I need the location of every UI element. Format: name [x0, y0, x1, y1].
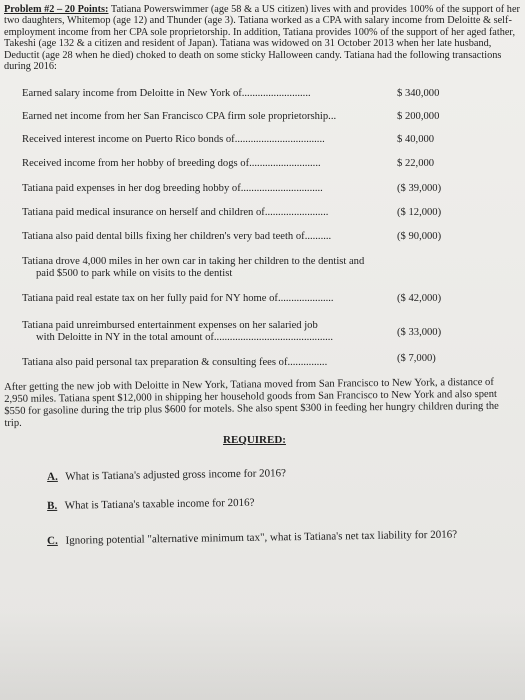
- transaction-label: Tatiana also paid dental bills fixing her children's very bad teeth of..........: [22, 231, 332, 242]
- transaction-amount: ($ 33,000): [397, 327, 442, 338]
- transaction-label: Tatiana also paid personal tax preparation & consulting fees of...............: [22, 357, 328, 368]
- transaction-label: with Deloitte in NY in the total amount of.............................................: [36, 332, 334, 343]
- transaction-label: Received income from her hobby of breeding dogs of...........................: [22, 158, 321, 169]
- transaction-row: [22, 134, 452, 146]
- question-text: What is Tatiana's taxable income for 2016?: [64, 496, 255, 512]
- transaction-row: [22, 183, 452, 195]
- transaction-amount: ($ 7,000): [397, 353, 436, 364]
- transaction-row: [22, 353, 452, 369]
- transaction-amount: $ 200,000: [397, 111, 440, 122]
- question-letter: B.: [47, 499, 58, 512]
- transaction-label: Tatiana paid real estate tax on her fully paid for NY home of.....................: [22, 293, 334, 304]
- transaction-row: [22, 88, 452, 100]
- problem-title: Problem #2 – 20 Points:: [4, 4, 109, 15]
- transaction-row: [22, 327, 452, 344]
- question-item: [47, 467, 286, 483]
- question-item: [47, 529, 457, 547]
- transaction-row: [22, 111, 452, 123]
- moving-paragraph: After getting the new job with Deloitte in New York, Tatiana moved from San Francisco to New York, a distance of 2,950 miles. Tatiana spent $12,000 in shipping her household goods from San Francisco to New York and also spent $550 for gasoline during the trip plus $600 for motels. She also spent $300 in feeding her hungry children during the trip.: [4, 376, 499, 429]
- transaction-row: [22, 158, 452, 170]
- question-item: [47, 497, 255, 512]
- transaction-amount: $ 22,000: [397, 158, 435, 169]
- question-letter: C.: [47, 534, 58, 547]
- question-letter: A.: [47, 470, 58, 483]
- transaction-row: [22, 207, 452, 219]
- transaction-amount: $ 340,000: [397, 88, 440, 99]
- problem-description: Tatiana Powerswimmer (age 58 & a US citizen) lives with and provides 100% of the support of her two daughters, Whitemop (age 12) and Thunder (age 3). Tatiana worked as a CPA with salary income from Deloitte & self-employment income from her CPA sole proprietorship. In addition, Tatiana provides 100% of the support of her aged father, Takeshi (age 132 & a citizen and resident of Japan). Tatiana was widowed on 31 October 2013 when her late husband, Deductit (age 28 when he died) choked to death on some sticky Halloween candy. Tatiana had the following transactions during 2016:: [4, 4, 520, 73]
- transaction-amount: ($ 12,000): [397, 207, 442, 218]
- transaction-amount: ($ 90,000): [397, 231, 442, 242]
- transaction-amount: ($ 39,000): [397, 183, 442, 194]
- paper-shadow: [0, 610, 525, 700]
- transaction-label: Received interest income on Puerto Rico bonds of..................................: [22, 134, 325, 145]
- transaction-row: [22, 231, 452, 243]
- transaction-label: Earned salary income from Deloitte in New York of..........................: [22, 88, 311, 99]
- transaction-row: [22, 293, 452, 305]
- transaction-amount: ($ 42,000): [397, 293, 442, 304]
- question-text: Ignoring potential "alternative minimum tax", what is Tatiana's net tax liability for 2016?: [65, 528, 458, 547]
- note-line: paid $500 to park while on visits to the dentist: [36, 268, 233, 279]
- required-heading: REQUIRED:: [223, 434, 286, 446]
- transaction-row: [22, 320, 452, 332]
- transaction-label: Tatiana paid unreimbursed entertainment expenses on her salaried job: [22, 320, 318, 331]
- dentist-drive-note: [22, 256, 442, 280]
- transaction-label: Earned net income from her San Francisco CPA firm sole proprietorship...: [22, 111, 337, 122]
- note-line: Tatiana drove 4,000 miles in her own car in taking her children to the dentist and: [22, 256, 365, 267]
- transaction-amount: $ 40,000: [397, 134, 435, 145]
- problem-intro: [4, 4, 520, 72]
- transaction-label: Tatiana paid medical insurance on herself and children of........................: [22, 207, 329, 218]
- transaction-label: Tatiana paid expenses in her dog breeding hobby of...............................: [22, 183, 323, 194]
- question-text: What is Tatiana's adjusted gross income for 2016?: [65, 467, 287, 483]
